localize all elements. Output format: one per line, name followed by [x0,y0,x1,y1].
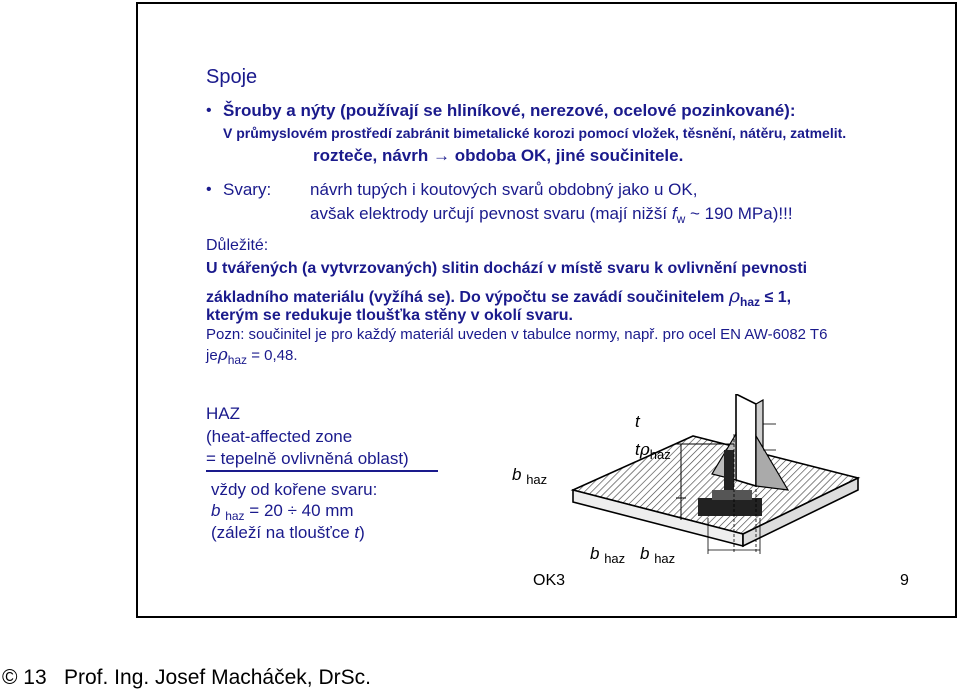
rho-symbol: ρ [728,285,741,307]
b-symbol: b [211,501,221,520]
note-line2-a: je [206,347,218,364]
haz-line1: (heat-affected zone [206,427,353,446]
fig-label-t: t [635,412,640,431]
fig-b-side-subscript: haz [526,472,548,487]
fig-rho-symbol: ρ [639,440,650,460]
b-subscript: haz [225,509,245,523]
fig-b-left-symbol: b [590,544,600,563]
fig-b-right-subscript: haz [654,551,676,566]
fig-b-side-symbol: b [512,465,522,484]
bullet1-line2 [313,146,683,166]
footer-copyright: © 13 [2,666,47,689]
page-number: 9 [900,572,909,589]
note-rho-symbol: ρ [217,345,228,365]
fig-b-left-subscript: haz [604,551,626,566]
bullet2-label: Svary: [223,180,272,199]
bullet-dot-1: • [206,102,212,119]
haz-line5-b: ) [359,523,365,542]
bullet1-line2-a: rozteče, návrh [313,146,429,165]
bullet2-line2 [310,204,793,224]
note-rho-subscript: haz [227,353,248,367]
note-line2 [206,345,298,365]
haz-line5 [211,523,365,543]
slide-title: Spoje [206,66,258,88]
weld-haz-figure [498,394,918,584]
haz-divider [206,470,438,472]
note-line1: Pozn: součinitel je pro každý materiál uveden v tabulce normy, např. pro ocel EN AW-6082 T6 [206,326,828,343]
fig-label-b-side [512,465,547,485]
bullet1-line2-b: obdoba OK, jiné součinitele. [454,146,684,165]
arrow-icon: → [433,146,450,165]
bullet2-line2-a: avšak elektrody určují pevnost svaru (mají nižší [310,204,668,223]
fig-b-right-symbol: b [640,544,650,563]
important-line2-b: ≤ 1, [764,289,792,306]
fw-symbol: f [671,204,677,223]
haz-title: HAZ [206,404,240,423]
haz-line5-a: (záleží na tloušťce [211,523,350,542]
page-label: OK3 [533,572,566,589]
bullet1-line1: V průmyslovém prostředí zabránit bimetalické korozi pomocí vložek, těsnění, nátěru, zatmelit. [223,125,847,141]
important-line2 [206,285,791,307]
slide-frame [136,2,957,618]
bullet1-heading: Šrouby a nýty (používají se hliníkové, nerezové, ocelové pozinkované): [223,101,796,120]
bullet-dot-2: • [206,181,212,198]
fig-label-t-rho [635,440,671,460]
haz-line3: vždy od kořene svaru: [211,480,378,499]
fig-rho-subscript: haz [649,447,671,462]
important-label: Důležité: [206,237,269,254]
haz-line2: = tepelně ovlivněná oblast) [206,449,409,468]
t-symbol: t [354,523,360,542]
rho-subscript: haz [740,295,761,309]
haz-line4 [211,501,354,521]
bullet2-line1: návrh tupých i koutových svarů obdobný jako u OK, [310,180,698,199]
important-line1: U tvářených (a vytvrzovaných) slitin dochází v místě svaru k ovlivnění pevnosti [206,260,808,277]
haz-line4-rest: = 20 ÷ 40 mm [249,501,354,520]
important-line3: kterým se redukuje tloušťka stěny v okolí svaru. [206,307,573,324]
note-line2-b: = 0,48. [251,347,298,364]
fig-label-b-left [590,544,625,564]
fw-subscript: w [676,212,686,226]
fig-label-b-right [640,544,675,564]
footer-author: Prof. Ing. Josef Macháček, DrSc. [64,666,371,689]
important-line2-a: základního materiálu (vyžíhá se). Do výpočtu se zavádí součinitelem [206,289,725,306]
fig-t-symbol: t [635,440,640,459]
bullet2-line2-b: ~ 190 MPa)!!! [690,204,793,223]
